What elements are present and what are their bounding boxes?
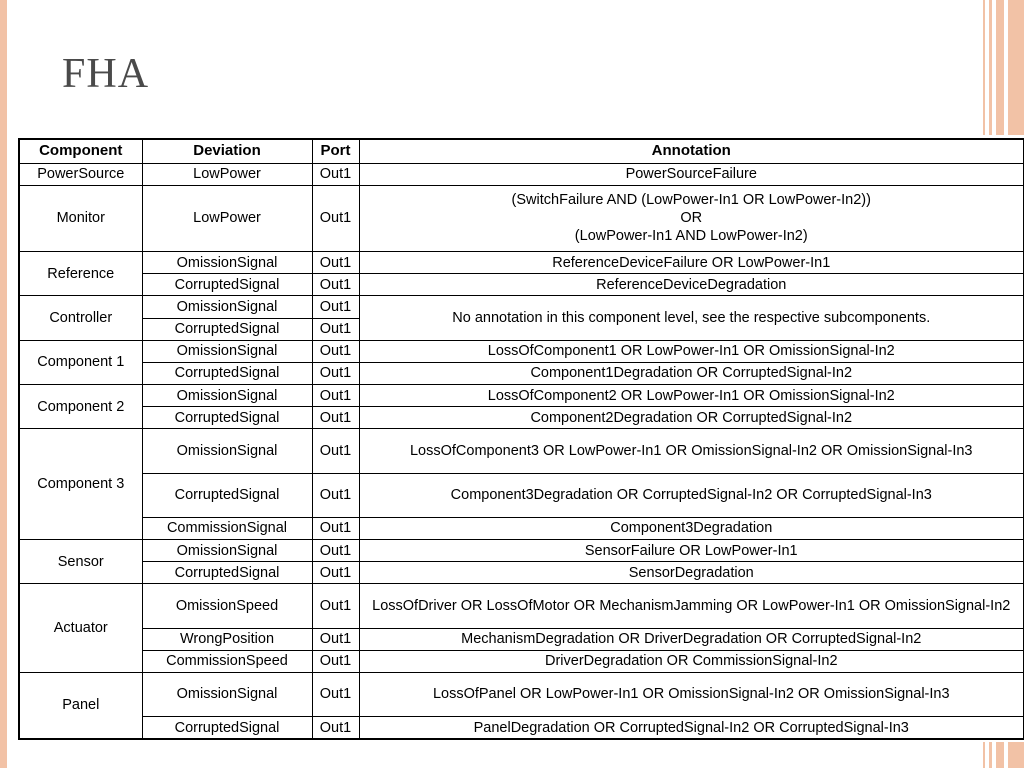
deviation-cell: LowPower	[142, 185, 312, 251]
annotation-cell: LossOfComponent1 OR LowPower-In1 OR OmissionSignal-In2	[359, 340, 1024, 362]
component-cell: Monitor	[19, 185, 142, 251]
port-cell: Out1	[312, 318, 359, 340]
table-row	[19, 185, 1024, 251]
header-deviation: Deviation	[142, 139, 312, 163]
left-accent-border	[0, 0, 7, 768]
annotation-cell: Component3Degradation	[359, 517, 1024, 539]
annotation-cell: LossOfComponent3 OR LowPower-In1 OR OmissionSignal-In2 OR OmissionSignal-In3	[359, 429, 1024, 473]
component-cell: Panel	[19, 672, 142, 739]
component-cell: Reference	[19, 252, 142, 296]
annotation-cell: LossOfDriver OR LossOfMotor OR MechanismJamming OR LowPower-In1 OR OmissionSignal-In2	[359, 584, 1024, 628]
port-cell: Out1	[312, 539, 359, 561]
component-cell: Component 2	[19, 384, 142, 428]
table-row	[19, 362, 1024, 384]
port-cell: Out1	[312, 340, 359, 362]
table-row	[19, 274, 1024, 296]
table-row	[19, 717, 1024, 739]
port-cell: Out1	[312, 384, 359, 406]
annotation-cell: (SwitchFailure AND (LowPower-In1 OR LowPower-In2)) OR (LowPower-In1 AND LowPower-In2)	[359, 185, 1024, 251]
port-cell: Out1	[312, 185, 359, 251]
table-row	[19, 539, 1024, 561]
table-row	[19, 562, 1024, 584]
annotation-cell: SensorFailure OR LowPower-In1	[359, 539, 1024, 561]
deviation-cell: OmissionSignal	[142, 539, 312, 561]
fha-table	[18, 138, 1024, 740]
component-cell: PowerSource	[19, 163, 142, 185]
port-cell: Out1	[312, 650, 359, 672]
port-cell: Out1	[312, 429, 359, 473]
port-cell: Out1	[312, 407, 359, 429]
deviation-cell: CorruptedSignal	[142, 318, 312, 340]
table-row	[19, 628, 1024, 650]
annotation-cell: No annotation in this component level, see the respective subcomponents.	[359, 296, 1024, 340]
annotation-cell: MechanismDegradation OR DriverDegradation OR CorruptedSignal-In2	[359, 628, 1024, 650]
table-row	[19, 672, 1024, 716]
component-cell: Sensor	[19, 539, 142, 583]
table-header-row	[19, 139, 1024, 163]
port-cell: Out1	[312, 473, 359, 517]
annotation-cell: Component3Degradation OR CorruptedSignal-In2 OR CorruptedSignal-In3	[359, 473, 1024, 517]
annotation-cell: LossOfPanel OR LowPower-In1 OR OmissionSignal-In2 OR OmissionSignal-In3	[359, 672, 1024, 716]
component-cell: Component 1	[19, 340, 142, 384]
deviation-cell: LowPower	[142, 163, 312, 185]
table-row	[19, 163, 1024, 185]
port-cell: Out1	[312, 562, 359, 584]
port-cell: Out1	[312, 717, 359, 739]
deviation-cell: OmissionSignal	[142, 429, 312, 473]
table-row	[19, 584, 1024, 628]
table-row	[19, 384, 1024, 406]
deviation-cell: CorruptedSignal	[142, 362, 312, 384]
port-cell: Out1	[312, 628, 359, 650]
table-row	[19, 429, 1024, 473]
slide-title: FHA	[62, 51, 150, 97]
annotation-cell: ReferenceDeviceFailure OR LowPower-In1	[359, 252, 1024, 274]
deviation-cell: OmissionSignal	[142, 672, 312, 716]
port-cell: Out1	[312, 517, 359, 539]
port-cell: Out1	[312, 274, 359, 296]
port-cell: Out1	[312, 252, 359, 274]
port-cell: Out1	[312, 584, 359, 628]
table-row	[19, 473, 1024, 517]
deviation-cell: OmissionSignal	[142, 296, 312, 318]
annotation-cell: PowerSourceFailure	[359, 163, 1024, 185]
deviation-cell: OmissionSignal	[142, 340, 312, 362]
header-component: Component	[19, 139, 142, 163]
table-row	[19, 252, 1024, 274]
deviation-cell: CommissionSignal	[142, 517, 312, 539]
deviation-cell: CorruptedSignal	[142, 274, 312, 296]
annotation-cell: ReferenceDeviceDegradation	[359, 274, 1024, 296]
header-annotation: Annotation	[359, 139, 1024, 163]
table-row	[19, 296, 1024, 318]
deviation-cell: CommissionSpeed	[142, 650, 312, 672]
port-cell: Out1	[312, 296, 359, 318]
table-row	[19, 340, 1024, 362]
deviation-cell: WrongPosition	[142, 628, 312, 650]
component-cell: Controller	[19, 296, 142, 340]
deviation-cell: CorruptedSignal	[142, 473, 312, 517]
deviation-cell: CorruptedSignal	[142, 717, 312, 739]
table-row	[19, 650, 1024, 672]
deviation-cell: OmissionSignal	[142, 384, 312, 406]
annotation-cell: Component1Degradation OR CorruptedSignal-In2	[359, 362, 1024, 384]
port-cell: Out1	[312, 163, 359, 185]
table-row	[19, 407, 1024, 429]
table-body	[19, 163, 1024, 739]
annotation-cell: DriverDegradation OR CommissionSignal-In2	[359, 650, 1024, 672]
port-cell: Out1	[312, 362, 359, 384]
deviation-cell: OmissionSpeed	[142, 584, 312, 628]
component-cell: Component 3	[19, 429, 142, 540]
component-cell: Actuator	[19, 584, 142, 673]
annotation-cell: SensorDegradation	[359, 562, 1024, 584]
deviation-cell: CorruptedSignal	[142, 407, 312, 429]
deviation-cell: OmissionSignal	[142, 252, 312, 274]
annotation-cell: PanelDegradation OR CorruptedSignal-In2 OR CorruptedSignal-In3	[359, 717, 1024, 739]
table-row	[19, 517, 1024, 539]
annotation-cell: LossOfComponent2 OR LowPower-In1 OR OmissionSignal-In2	[359, 384, 1024, 406]
header-port: Port	[312, 139, 359, 163]
annotation-cell: Component2Degradation OR CorruptedSignal-In2	[359, 407, 1024, 429]
port-cell: Out1	[312, 672, 359, 716]
deviation-cell: CorruptedSignal	[142, 562, 312, 584]
fha-table-container	[18, 138, 1023, 740]
